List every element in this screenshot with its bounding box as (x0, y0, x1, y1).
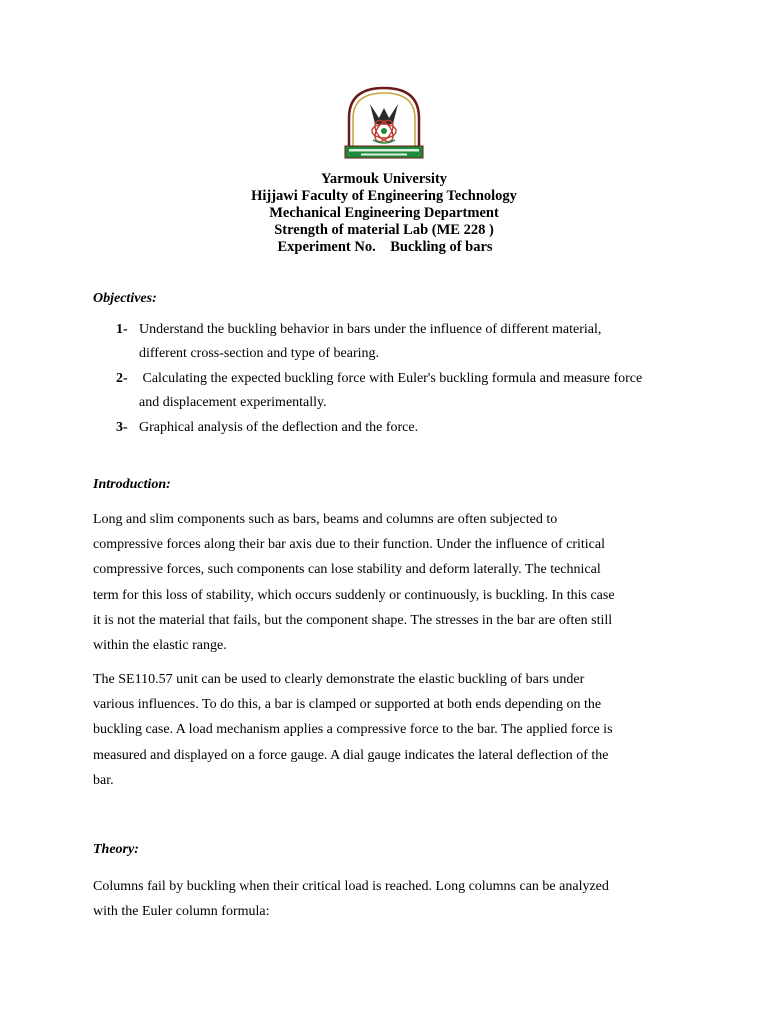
paragraph-line: buckling case. A load mechanism applies a compressive force to the bar. The applied force is (93, 722, 613, 738)
paragraph-line: bar. (93, 772, 114, 788)
university-name: Yarmouk University (320, 171, 448, 187)
list-number: 1- (116, 322, 128, 337)
objectives-heading: Objectives: (93, 291, 157, 306)
paragraph-line: The SE110.57 unit can be used to clearly demonstrate the elastic buckling of bars under (93, 672, 585, 687)
paragraph-line: various influences. To do this, a bar is clamped or supported at both ends depending on the (93, 697, 602, 713)
list-item (116, 318, 686, 365)
list-item (116, 416, 686, 440)
introduction-heading: Introduction: (93, 477, 171, 492)
objectives-list (116, 318, 686, 442)
list-line: Calculating the expected buckling force with Euler's buckling formula and measure force (139, 371, 643, 386)
paragraph-line: it is not the material that fails, but the component shape. The stresses in the bar are often still (93, 612, 613, 628)
document-header (0, 171, 768, 256)
faculty-name: Hijjawi Faculty of Engineering Technology (251, 188, 517, 204)
list-line: Understand the buckling behavior in bars under the influence of different material, (139, 322, 602, 337)
list-number: 3- (116, 420, 128, 435)
university-logo (343, 84, 425, 162)
introduction-paragraph-2 (93, 667, 677, 793)
introduction-paragraph-1 (93, 507, 677, 658)
list-number: 2- (116, 371, 128, 386)
list-line: different cross-section and type of bearing. (139, 345, 379, 361)
paragraph-line: Long and slim components such as bars, beams and columns are often subjected to (93, 512, 558, 527)
list-line: and displacement experimentally. (139, 394, 327, 410)
paragraph-line: Columns fail by buckling when their critical load is reached. Long columns can be analyzed (93, 879, 609, 894)
paragraph-line: within the elastic range. (93, 638, 227, 654)
paragraph-line: with the Euler column formula: (93, 904, 270, 920)
list-line: Graphical analysis of the deflection and the force. (139, 420, 419, 435)
paragraph-line: compressive forces, such components can lose stability and deform laterally. The technical (93, 562, 601, 578)
course-title: Strength of material Lab (ME 228 ) (274, 222, 494, 238)
theory-paragraph-1 (93, 874, 677, 924)
paragraph-line: term for this loss of stability, which occurs suddenly or continuously, is buckling. In this case (93, 587, 615, 603)
theory-heading: Theory: (93, 842, 139, 857)
list-item (116, 367, 686, 414)
paragraph-line: measured and displayed on a force gauge. A dial gauge indicates the lateral deflection of the (93, 747, 609, 763)
experiment-title: Experiment No. Buckling of bars (277, 239, 493, 255)
paragraph-line: compressive forces along their bar axis due to their function. Under the influence of critical (93, 537, 605, 553)
department-name: Mechanical Engineering Department (269, 205, 499, 221)
